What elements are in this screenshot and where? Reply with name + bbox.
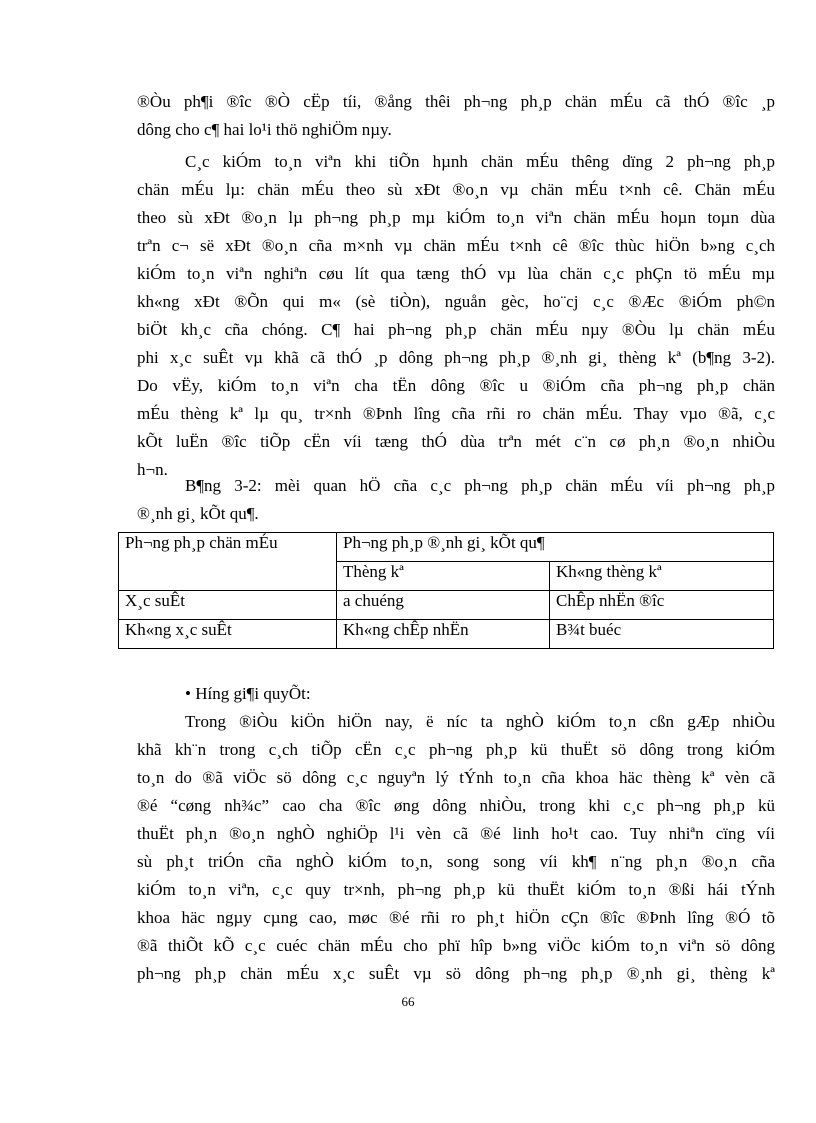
text-line: ®é “cøng nh¾c” cao cha ®îc øng dông nhiÒu, trong khi c¸c ph¬ng ph¸p kü — [137, 796, 775, 815]
text-line: sù ph¸t triÓn cña nghÒ kiÓm to¸n, song song víi kh¶ n¨ng ph¸n ®o¸n cña — [137, 852, 775, 871]
text-line: mÉu thèng kª lµ qu¸ tr×nh ®Þnh lîng cña rñi ro chän mÉu. Thay vµo ®ã, c¸c — [137, 404, 775, 423]
table-cell: Kh«ng chÊp nhËn — [337, 620, 550, 649]
table-cell: Kh«ng x¸c suÊt — [119, 620, 337, 649]
table-row — [119, 533, 774, 562]
table-cell: X¸c suÊt — [119, 591, 337, 620]
text-line: ®Òu ph¶i ®îc ®Ò cËp tíi, ®ång thêi ph¬ng ph¸p chän mÉu cã thÓ ®îc ¸p — [137, 92, 775, 111]
bullet-heading — [185, 680, 311, 708]
text-line: khoa häc ngµy cµng cao, møc ®é rñi ro ph¸t hiÖn cÇn ®îc ®Þnh lîng ®Ó tõ — [137, 908, 775, 927]
text-line: ph¬ng ph¸p chän mÉu x¸c suÊt vµ sö dông ph¬ng ph¸p ®¸nh gi¸ thèng kª — [137, 964, 775, 983]
text-line: khã kh¨n trong c¸ch tiÕp cËn c¸c ph¬ng ph¸p kü thuËt sö dông trong kiÓm — [137, 740, 775, 759]
text-line: thuËt ph¸n ®o¸n nghÒ nghiÖp l¹i vèn cã ®é linh ho¹t cao. Tuy nhiªn cïng víi — [137, 824, 775, 843]
text-line: kiÓm to¸n viªn, c¸c quy tr×nh, ph¬ng ph¸p kü thuËt kiÓm to¸n ®ßi hái tÝnh — [137, 880, 775, 899]
table-subheader-cell: Thèng kª — [337, 562, 550, 591]
text-line: kÕt luËn ®îc tiÕp cËn víi tæng thÓ dùa trªn mét c¨n cø ph¸n ®o¸n nhiÒu — [137, 432, 775, 451]
text-line: theo sù xÐt ®o¸n lµ ph¬ng ph¸p mµ kiÓm to¸n viªn chän mÉu hoµn toµn dùa — [137, 208, 775, 227]
method-table — [118, 532, 774, 649]
text-line: kiÓm to¸n viªn nghiªn cøu lít qua tæng thÓ vµ lùa chän c¸c phÇn tö mÉu mµ — [137, 264, 775, 283]
text-line: ®ã thiÕt kÕ c¸c cuéc chän mÉu cho phï hîp b»ng viÖc kiÓm to¸n viªn sö dông — [137, 936, 775, 955]
paragraph-intro — [137, 88, 775, 144]
table-cell: B¾t buéc — [550, 620, 774, 649]
bullet-text: Híng gi¶i quyÕt: — [195, 684, 311, 703]
text-line: dông cho c¶ hai lo¹i thö nghiÖm nµy. — [137, 120, 392, 139]
bullet-icon: • — [185, 684, 196, 703]
text-line: phi x¸c suÊt vµ khã cã thÓ ¸p dông ph¬ng ph¸p ®¸nh gi¸ thèng kª (b¶ng 3-2). — [137, 348, 775, 367]
table-subheader-cell: Kh«ng thèng kª — [550, 562, 774, 591]
text-line: Do vËy, kiÓm to¸n viªn cha tËn dông ®îc u ®iÓm cña ph¬ng ph¸p chän — [137, 376, 775, 395]
table-cell: ChÊp nhËn ®îc — [550, 591, 774, 620]
table-caption — [137, 472, 775, 528]
table-header-cell: Ph¬ng ph¸p chän mÉu — [119, 533, 337, 591]
text-line: biÖt kh¸c cña chóng. C¶ hai ph¬ng ph¸p chän mÉu nµy ®Òu lµ chän mÉu — [137, 320, 775, 339]
text-line: kh«ng xÐt ®Õn qui m« (sè tiÒn), nguån gèc, ho¨cj c¸c ®Æc ®iÓm ph©n — [137, 292, 775, 311]
paragraph-sampling-methods — [137, 148, 775, 484]
text-line: C¸c kiÓm to¸n viªn khi tiÕn hµnh chän mÉu thêng dïng 2 ph¬ng ph¸p — [185, 152, 775, 171]
text-line: trªn c¬ së xÐt ®o¸n cña m×nh vµ chän mÉu t×nh cê ®îc thùc hiÖn b»ng c¸ch — [137, 236, 775, 255]
text-line: chän mÉu lµ: chän mÉu theo sù xÐt ®o¸n vµ chän mÉu t×nh cê. Chän mÉu — [137, 180, 775, 199]
table-cell: a chuéng — [337, 591, 550, 620]
page-number: 66 — [401, 994, 415, 1009]
paragraph-solution — [137, 708, 775, 988]
text-line: ®¸nh gi¸ kÕt qu¶. — [137, 504, 259, 523]
text-line: to¸n do ®ã viÖc sö dông c¸c nguyªn lý tÝnh to¸n cña khoa häc thèng kª vèn cã — [137, 768, 775, 787]
text-line: B¶ng 3-2: mèi quan hÖ cña c¸c ph¬ng ph¸p chän mÉu víi ph¬ng ph¸p — [185, 476, 775, 495]
table-row — [119, 591, 774, 620]
text-line: Trong ®iÒu kiÖn hiÖn nay, ë níc ta nghÒ kiÓm to¸n cßn gÆp nhiÒu — [185, 712, 775, 731]
table-header-cell: Ph¬ng ph¸p ®¸nh gi¸ kÕt qu¶ — [337, 533, 774, 562]
table-row — [119, 620, 774, 649]
text-line: h¬n. — [137, 460, 168, 479]
